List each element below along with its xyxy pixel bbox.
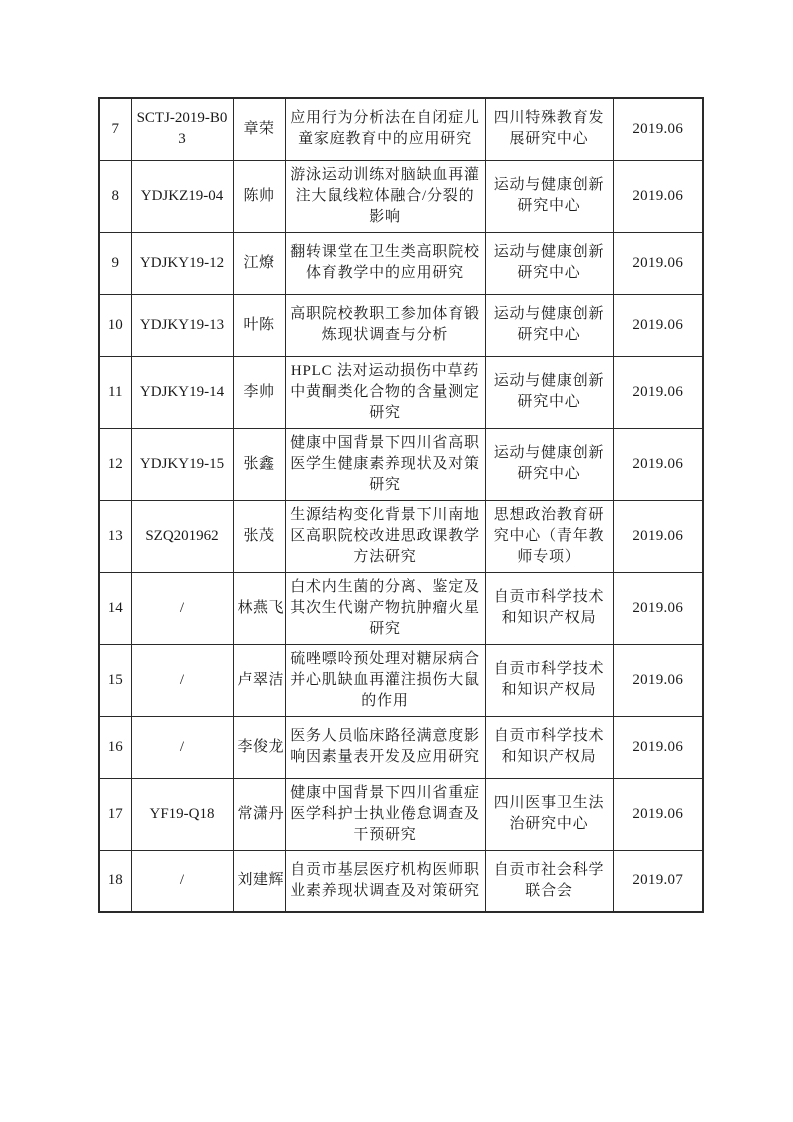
cell-project-title: 健康中国背景下四川省高职医学生健康素养现状及对策研究 [285, 428, 485, 500]
cell-date: 2019.06 [613, 98, 703, 160]
cell-project-title: 硫唑嘌呤预处理对糖尿病合并心肌缺血再灌注损伤大鼠的作用 [285, 644, 485, 716]
cell-person-name: 江燎 [233, 232, 285, 294]
cell-institution: 运动与健康创新研究中心 [485, 428, 613, 500]
table-row [99, 644, 703, 716]
cell-project-title: 自贡市基层医疗机构医师职业素养现状调查及对策研究 [285, 850, 485, 912]
table-row [99, 160, 703, 232]
table-row [99, 356, 703, 428]
cell-institution: 思想政治教育研究中心（青年教师专项） [485, 500, 613, 572]
cell-date: 2019.06 [613, 356, 703, 428]
cell-person-name: 林燕飞 [233, 572, 285, 644]
cell-date: 2019.06 [613, 500, 703, 572]
cell-institution: 运动与健康创新研究中心 [485, 160, 613, 232]
cell-row-number: 12 [99, 428, 131, 500]
cell-person-name: 卢翠洁 [233, 644, 285, 716]
cell-project-code: YDJKY19-14 [131, 356, 233, 428]
cell-project-title: 应用行为分析法在自闭症儿童家庭教育中的应用研究 [285, 98, 485, 160]
table-row [99, 850, 703, 912]
cell-date: 2019.06 [613, 232, 703, 294]
cell-institution: 自贡市科学技术和知识产权局 [485, 644, 613, 716]
table-row [99, 716, 703, 778]
cell-row-number: 18 [99, 850, 131, 912]
cell-person-name: 张鑫 [233, 428, 285, 500]
cell-institution: 自贡市社会科学联合会 [485, 850, 613, 912]
cell-row-number: 11 [99, 356, 131, 428]
cell-person-name: 章荣 [233, 98, 285, 160]
cell-date: 2019.06 [613, 294, 703, 356]
cell-row-number: 17 [99, 778, 131, 850]
cell-project-code: / [131, 850, 233, 912]
cell-row-number: 13 [99, 500, 131, 572]
cell-project-code: YDJKZ19-04 [131, 160, 233, 232]
cell-row-number: 10 [99, 294, 131, 356]
cell-project-title: 白术内生菌的分离、鉴定及其次生代谢产物抗肿瘤火星研究 [285, 572, 485, 644]
cell-date: 2019.06 [613, 572, 703, 644]
cell-project-title: 翻转课堂在卫生类高职院校体育教学中的应用研究 [285, 232, 485, 294]
cell-project-code: SCTJ-2019-B03 [131, 98, 233, 160]
cell-person-name: 李帅 [233, 356, 285, 428]
table-row [99, 232, 703, 294]
cell-person-name: 刘建辉 [233, 850, 285, 912]
cell-institution: 自贡市科学技术和知识产权局 [485, 572, 613, 644]
cell-project-title: 医务人员临床路径满意度影响因素量表开发及应用研究 [285, 716, 485, 778]
cell-project-title: 高职院校教职工参加体育锻炼现状调查与分析 [285, 294, 485, 356]
cell-row-number: 16 [99, 716, 131, 778]
cell-row-number: 9 [99, 232, 131, 294]
cell-institution: 运动与健康创新研究中心 [485, 294, 613, 356]
cell-institution: 四川特殊教育发展研究中心 [485, 98, 613, 160]
cell-project-code: YDJKY19-13 [131, 294, 233, 356]
table-row [99, 294, 703, 356]
cell-date: 2019.06 [613, 160, 703, 232]
cell-row-number: 7 [99, 98, 131, 160]
table-row [99, 572, 703, 644]
cell-row-number: 8 [99, 160, 131, 232]
cell-project-title: 健康中国背景下四川省重症医学科护士执业倦怠调查及干预研究 [285, 778, 485, 850]
projects-table [98, 97, 704, 913]
cell-institution: 运动与健康创新研究中心 [485, 356, 613, 428]
table-row [99, 428, 703, 500]
cell-project-title: HPLC 法对运动损伤中草药中黄酮类化合物的含量测定研究 [285, 356, 485, 428]
cell-project-code: YDJKY19-15 [131, 428, 233, 500]
table-row [99, 98, 703, 160]
cell-project-code: YF19-Q18 [131, 778, 233, 850]
cell-institution: 自贡市科学技术和知识产权局 [485, 716, 613, 778]
cell-date: 2019.06 [613, 428, 703, 500]
cell-person-name: 张茂 [233, 500, 285, 572]
cell-institution: 运动与健康创新研究中心 [485, 232, 613, 294]
cell-date: 2019.06 [613, 778, 703, 850]
cell-person-name: 常潇丹 [233, 778, 285, 850]
cell-row-number: 15 [99, 644, 131, 716]
cell-row-number: 14 [99, 572, 131, 644]
cell-project-code: YDJKY19-12 [131, 232, 233, 294]
cell-date: 2019.07 [613, 850, 703, 912]
projects-table-body [99, 98, 703, 912]
cell-project-code: / [131, 572, 233, 644]
table-row [99, 778, 703, 850]
table-row [99, 500, 703, 572]
cell-person-name: 陈帅 [233, 160, 285, 232]
cell-project-code: / [131, 644, 233, 716]
cell-project-code: / [131, 716, 233, 778]
cell-institution: 四川医事卫生法治研究中心 [485, 778, 613, 850]
cell-person-name: 李俊龙 [233, 716, 285, 778]
cell-project-title: 游泳运动训练对脑缺血再灌注大鼠线粒体融合/分裂的影响 [285, 160, 485, 232]
cell-project-title: 生源结构变化背景下川南地区高职院校改进思政课教学方法研究 [285, 500, 485, 572]
cell-project-code: SZQ201962 [131, 500, 233, 572]
cell-date: 2019.06 [613, 716, 703, 778]
cell-date: 2019.06 [613, 644, 703, 716]
cell-person-name: 叶陈 [233, 294, 285, 356]
